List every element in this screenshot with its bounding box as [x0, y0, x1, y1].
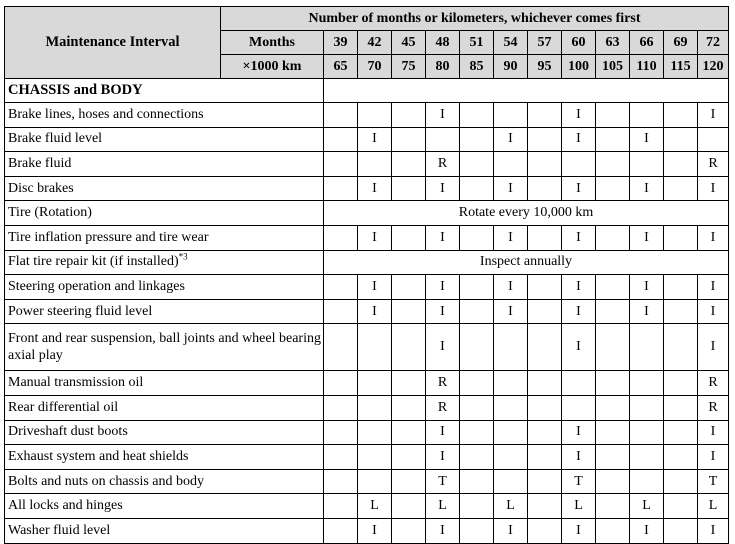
schedule-cell — [596, 469, 630, 494]
month-header-cell: 63 — [596, 31, 630, 55]
schedule-cell — [324, 371, 358, 396]
schedule-cell — [392, 420, 426, 445]
schedule-cell — [392, 445, 426, 470]
row-label — [5, 395, 324, 420]
row-label — [5, 469, 324, 494]
schedule-cell: R — [698, 152, 729, 177]
month-header-cell: 39 — [324, 31, 358, 55]
schedule-cell — [358, 152, 392, 177]
km-header-cell: 120 — [698, 55, 729, 79]
schedule-cell — [664, 127, 698, 152]
schedule-cell — [528, 395, 562, 420]
schedule-cell: L — [426, 494, 460, 519]
section-title-filler — [324, 79, 729, 103]
months-label: Months — [221, 31, 324, 55]
schedule-cell: I — [426, 445, 460, 470]
schedule-cell — [324, 494, 358, 519]
schedule-cell — [528, 127, 562, 152]
schedule-cell — [358, 469, 392, 494]
row-label — [5, 127, 324, 152]
month-header-cell: 72 — [698, 31, 729, 55]
schedule-cell — [392, 469, 426, 494]
km-header-cell: 75 — [392, 55, 426, 79]
schedule-cell: I — [698, 324, 729, 371]
schedule-cell — [460, 469, 494, 494]
schedule-cell — [324, 127, 358, 152]
row-label — [5, 152, 324, 177]
schedule-cell: I — [358, 225, 392, 250]
schedule-cell — [494, 103, 528, 128]
km-header-cell: 70 — [358, 55, 392, 79]
schedule-cell: I — [562, 275, 596, 300]
schedule-cell — [596, 275, 630, 300]
schedule-cell — [664, 324, 698, 371]
row-label-text: Steering operation and linkages — [8, 278, 185, 294]
month-header-cell: 57 — [528, 31, 562, 55]
schedule-cell — [630, 324, 664, 371]
section-title: CHASSIS and BODY — [5, 79, 324, 103]
km-header-cell: 115 — [664, 55, 698, 79]
table-row — [5, 420, 729, 445]
schedule-cell — [664, 469, 698, 494]
schedule-cell: I — [630, 275, 664, 300]
schedule-cell — [528, 371, 562, 396]
schedule-cell — [324, 420, 358, 445]
table-row — [5, 103, 729, 128]
schedule-cell: I — [494, 176, 528, 201]
schedule-cell — [494, 395, 528, 420]
schedule-cell: I — [358, 127, 392, 152]
schedule-cell — [528, 445, 562, 470]
table-row — [5, 201, 729, 226]
schedule-cell — [358, 445, 392, 470]
schedule-cell — [664, 420, 698, 445]
km-header-cell: 90 — [494, 55, 528, 79]
maintenance-table-container — [4, 6, 729, 544]
schedule-cell — [664, 176, 698, 201]
row-label-text: Front and rear suspension, ball joints and wheel bearing axial play — [8, 331, 321, 364]
schedule-cell: R — [698, 371, 729, 396]
schedule-cell — [562, 395, 596, 420]
schedule-cell: I — [630, 127, 664, 152]
schedule-cell — [528, 103, 562, 128]
schedule-cell: I — [494, 299, 528, 324]
row-label — [5, 176, 324, 201]
schedule-cell — [324, 225, 358, 250]
row-label-text: Driveshaft dust boots — [8, 424, 128, 440]
table-row — [5, 299, 729, 324]
row-label-text: Tire (Rotation) — [8, 205, 92, 221]
schedule-cell — [664, 103, 698, 128]
km-header-cell: 105 — [596, 55, 630, 79]
schedule-cell: I — [494, 518, 528, 543]
schedule-cell — [528, 299, 562, 324]
schedule-cell: I — [698, 225, 729, 250]
schedule-cell: L — [494, 494, 528, 519]
schedule-cell — [426, 127, 460, 152]
row-label — [5, 518, 324, 543]
table-row — [5, 494, 729, 519]
schedule-cell: I — [358, 275, 392, 300]
span-cell: Inspect annually — [324, 250, 729, 275]
footnote-marker: *3 — [178, 251, 188, 262]
schedule-cell — [528, 518, 562, 543]
schedule-cell — [596, 494, 630, 519]
schedule-cell — [460, 127, 494, 152]
month-header-cell: 66 — [630, 31, 664, 55]
table-row — [5, 395, 729, 420]
km-header-cell: 80 — [426, 55, 460, 79]
km-header-cell: 85 — [460, 55, 494, 79]
schedule-cell — [460, 371, 494, 396]
schedule-cell — [664, 152, 698, 177]
schedule-cell: I — [426, 518, 460, 543]
schedule-cell — [392, 395, 426, 420]
schedule-cell: I — [630, 299, 664, 324]
schedule-cell — [494, 324, 528, 371]
row-label-text: Flat tire repair kit (if installed) — [8, 254, 179, 270]
schedule-cell — [358, 420, 392, 445]
row-label-text: Tire inflation pressure and tire wear — [8, 229, 209, 245]
schedule-cell — [460, 176, 494, 201]
schedule-cell — [460, 275, 494, 300]
schedule-cell — [324, 299, 358, 324]
schedule-cell — [392, 518, 426, 543]
schedule-cell — [630, 371, 664, 396]
row-label — [5, 225, 324, 250]
schedule-cell — [324, 445, 358, 470]
schedule-cell — [664, 494, 698, 519]
schedule-cell — [392, 275, 426, 300]
schedule-cell — [460, 494, 494, 519]
row-label-text: Power steering fluid level — [8, 303, 153, 319]
schedule-cell — [596, 420, 630, 445]
schedule-cell — [358, 371, 392, 396]
schedule-cell — [528, 324, 562, 371]
schedule-cell — [460, 225, 494, 250]
schedule-cell — [324, 395, 358, 420]
span-cell: Rotate every 10,000 km — [324, 201, 729, 226]
schedule-cell: I — [698, 275, 729, 300]
table-row — [5, 250, 729, 275]
schedule-cell — [392, 103, 426, 128]
interval-span-title: Number of months or kilometers, whichever comes first — [221, 7, 729, 31]
schedule-cell — [324, 469, 358, 494]
row-label — [5, 201, 324, 226]
schedule-cell: I — [494, 127, 528, 152]
schedule-cell — [528, 420, 562, 445]
schedule-cell — [392, 127, 426, 152]
schedule-cell — [460, 395, 494, 420]
schedule-cell: R — [426, 371, 460, 396]
table-row — [5, 469, 729, 494]
row-label-text: Manual transmission oil — [8, 375, 144, 391]
schedule-cell: R — [698, 395, 729, 420]
schedule-cell — [392, 324, 426, 371]
row-label — [5, 494, 324, 519]
month-header-cell: 42 — [358, 31, 392, 55]
km-header-cell: 110 — [630, 55, 664, 79]
schedule-cell: I — [698, 445, 729, 470]
table-row — [5, 176, 729, 201]
schedule-cell: I — [698, 518, 729, 543]
table-row — [5, 324, 729, 371]
schedule-cell — [358, 395, 392, 420]
schedule-cell — [596, 176, 630, 201]
schedule-cell — [494, 371, 528, 396]
schedule-cell: I — [358, 518, 392, 543]
row-label — [5, 445, 324, 470]
schedule-cell — [392, 225, 426, 250]
table-row — [5, 275, 729, 300]
schedule-cell: T — [426, 469, 460, 494]
schedule-cell: I — [630, 518, 664, 543]
maintenance-schedule-table — [4, 6, 729, 544]
schedule-cell — [460, 103, 494, 128]
schedule-cell — [528, 275, 562, 300]
schedule-cell: I — [426, 299, 460, 324]
row-label — [5, 250, 324, 275]
month-header-cell: 60 — [562, 31, 596, 55]
table-row — [5, 127, 729, 152]
schedule-cell: I — [426, 176, 460, 201]
row-label-text: Bolts and nuts on chassis and body — [8, 473, 204, 489]
schedule-cell: I — [698, 420, 729, 445]
km-header-cell: 100 — [562, 55, 596, 79]
month-header-cell: 45 — [392, 31, 426, 55]
km-header-cell: 95 — [528, 55, 562, 79]
table-row — [5, 152, 729, 177]
row-label-text: Washer fluid level — [8, 522, 111, 538]
schedule-cell — [630, 395, 664, 420]
schedule-cell — [664, 445, 698, 470]
schedule-cell: I — [562, 225, 596, 250]
schedule-cell — [494, 445, 528, 470]
schedule-cell — [630, 103, 664, 128]
schedule-cell — [596, 371, 630, 396]
schedule-cell: I — [562, 445, 596, 470]
schedule-cell: I — [698, 299, 729, 324]
schedule-cell — [562, 371, 596, 396]
schedule-cell — [528, 152, 562, 177]
schedule-cell: R — [426, 395, 460, 420]
km-header-cell: 65 — [324, 55, 358, 79]
row-label — [5, 324, 324, 371]
schedule-cell — [664, 225, 698, 250]
schedule-cell — [596, 395, 630, 420]
schedule-cell: I — [562, 103, 596, 128]
schedule-cell — [324, 275, 358, 300]
table-row — [5, 445, 729, 470]
schedule-cell: I — [426, 324, 460, 371]
maintenance-interval-header: Maintenance Interval — [5, 7, 221, 79]
row-label-text: All locks and hinges — [8, 498, 123, 514]
schedule-cell: I — [426, 103, 460, 128]
schedule-cell — [324, 518, 358, 543]
schedule-cell: I — [358, 299, 392, 324]
schedule-cell — [528, 225, 562, 250]
schedule-cell — [358, 103, 392, 128]
schedule-cell — [664, 371, 698, 396]
schedule-cell — [460, 324, 494, 371]
schedule-cell — [358, 324, 392, 371]
month-header-cell: 51 — [460, 31, 494, 55]
schedule-cell: I — [426, 275, 460, 300]
schedule-cell — [630, 152, 664, 177]
schedule-cell — [630, 420, 664, 445]
schedule-cell: I — [494, 225, 528, 250]
month-header-cell: 54 — [494, 31, 528, 55]
schedule-cell — [596, 324, 630, 371]
schedule-cell — [324, 176, 358, 201]
schedule-cell: L — [562, 494, 596, 519]
schedule-cell: I — [562, 176, 596, 201]
row-label-text: Exhaust system and heat shields — [8, 448, 189, 464]
schedule-cell: L — [698, 494, 729, 519]
schedule-cell — [392, 176, 426, 201]
schedule-cell: I — [494, 275, 528, 300]
schedule-cell: I — [562, 299, 596, 324]
schedule-cell — [664, 275, 698, 300]
schedule-cell — [392, 152, 426, 177]
schedule-cell — [596, 445, 630, 470]
schedule-cell: L — [358, 494, 392, 519]
schedule-cell: I — [426, 420, 460, 445]
schedule-cell — [562, 152, 596, 177]
schedule-cell — [698, 127, 729, 152]
schedule-cell: I — [562, 127, 596, 152]
schedule-cell: I — [358, 176, 392, 201]
schedule-cell — [494, 152, 528, 177]
schedule-cell — [596, 225, 630, 250]
schedule-cell: I — [630, 225, 664, 250]
schedule-cell — [392, 299, 426, 324]
schedule-cell — [664, 299, 698, 324]
schedule-cell: T — [698, 469, 729, 494]
schedule-cell — [528, 494, 562, 519]
row-label-text: Brake fluid level — [8, 131, 103, 147]
schedule-cell — [392, 371, 426, 396]
schedule-cell: L — [630, 494, 664, 519]
schedule-cell — [596, 103, 630, 128]
schedule-cell: I — [698, 176, 729, 201]
schedule-cell — [596, 518, 630, 543]
schedule-cell: I — [630, 176, 664, 201]
schedule-cell — [664, 518, 698, 543]
row-label-text: Disc brakes — [8, 180, 74, 196]
schedule-cell — [494, 420, 528, 445]
schedule-cell — [664, 395, 698, 420]
schedule-cell — [596, 152, 630, 177]
schedule-cell: R — [426, 152, 460, 177]
row-label-text: Rear differential oil — [8, 399, 119, 415]
row-label — [5, 275, 324, 300]
schedule-cell — [460, 152, 494, 177]
schedule-cell — [460, 445, 494, 470]
table-row — [5, 518, 729, 543]
schedule-cell — [494, 469, 528, 494]
schedule-cell: I — [426, 225, 460, 250]
row-label — [5, 371, 324, 396]
month-header-cell: 69 — [664, 31, 698, 55]
schedule-cell — [596, 299, 630, 324]
schedule-cell — [630, 445, 664, 470]
schedule-cell: I — [562, 420, 596, 445]
schedule-cell: I — [562, 518, 596, 543]
schedule-cell — [460, 518, 494, 543]
row-label — [5, 420, 324, 445]
schedule-cell — [630, 469, 664, 494]
schedule-cell — [460, 420, 494, 445]
schedule-cell: I — [562, 324, 596, 371]
schedule-cell — [392, 494, 426, 519]
schedule-cell — [528, 469, 562, 494]
schedule-cell — [596, 127, 630, 152]
table-row — [5, 225, 729, 250]
row-label-text: Brake fluid — [8, 155, 72, 171]
schedule-cell: T — [562, 469, 596, 494]
row-label — [5, 299, 324, 324]
schedule-cell — [324, 324, 358, 371]
schedule-cell: I — [698, 103, 729, 128]
schedule-cell — [460, 299, 494, 324]
row-label — [5, 103, 324, 128]
schedule-cell — [324, 152, 358, 177]
table-row — [5, 371, 729, 396]
month-header-cell: 48 — [426, 31, 460, 55]
schedule-cell — [324, 103, 358, 128]
km-label: ×1000 km — [221, 55, 324, 79]
row-label-text: Brake lines, hoses and connections — [8, 106, 204, 122]
schedule-cell — [528, 176, 562, 201]
